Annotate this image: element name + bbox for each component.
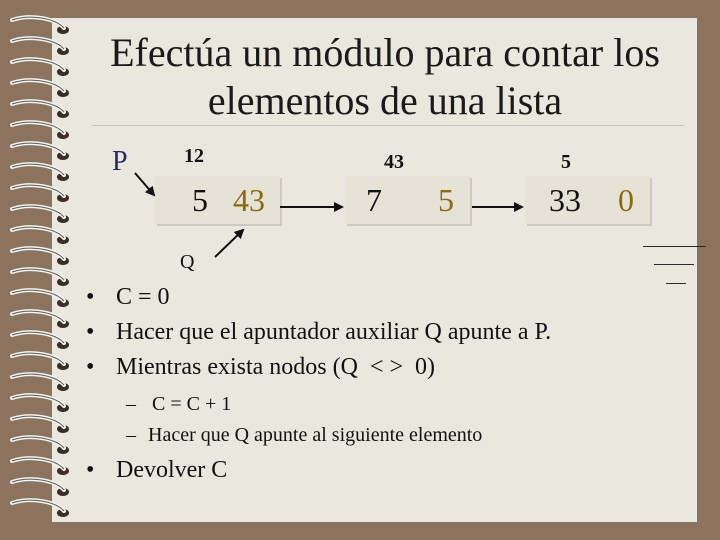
slide-title-line-2: elementos de una lista	[207, 78, 563, 123]
null-line-2	[654, 264, 694, 265]
node-3-next: 0	[618, 182, 634, 218]
node-3-value: 33	[549, 182, 581, 218]
arrow-q-to-node-1	[215, 230, 243, 257]
bullet-2: Hacer que el apuntador auxiliar Q apunte a P.	[116, 319, 552, 345]
slide-title-line-1: Efectúa un módulo para contar los	[110, 30, 660, 75]
sub-bullet-1-marker: –	[126, 393, 136, 415]
sub-bullet-1: C = C + 1	[152, 393, 232, 415]
node-1-value: 5	[192, 182, 208, 218]
bullet-4: Devolver C	[116, 457, 228, 483]
null-line-3	[666, 283, 686, 284]
node-1-address: 12	[184, 145, 204, 167]
bullet-3: Mientras exista nodos (Q < > 0)	[116, 354, 436, 380]
pointer-q-label: Q	[180, 251, 195, 273]
node-3-address: 5	[561, 151, 571, 173]
bullet-1: C = 0	[116, 284, 170, 310]
sub-bullet-2: Hacer que Q apunte al siguiente elemento	[148, 424, 483, 446]
bullet-2-marker: •	[86, 319, 95, 345]
bullet-3-marker: •	[86, 354, 95, 380]
node-1-next: 43	[233, 182, 265, 218]
bullet-1-marker: •	[86, 284, 95, 310]
bullet-4-marker: •	[86, 457, 95, 483]
null-line-1	[643, 246, 706, 247]
pointer-p-label: P	[112, 146, 128, 177]
node-2-next: 5	[438, 182, 454, 218]
node-2-value: 7	[366, 182, 382, 218]
sub-bullet-2-marker: –	[126, 424, 136, 446]
arrow-p-to-node-1	[135, 173, 154, 195]
node-2-address: 43	[384, 151, 404, 173]
